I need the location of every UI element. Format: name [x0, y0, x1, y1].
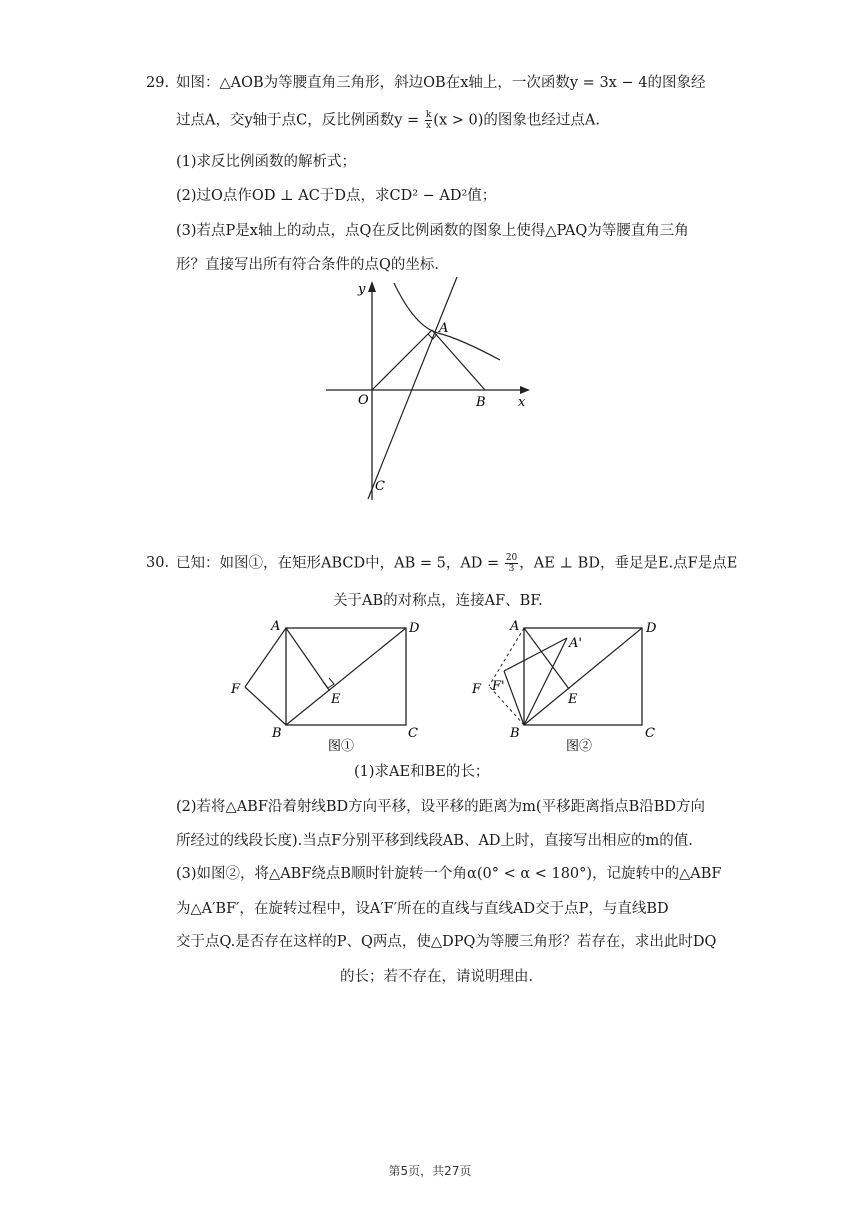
q29-line2-post: (x > 0)的图象也经过点A. — [433, 112, 600, 129]
diagonal-bd — [286, 628, 406, 725]
label-d: D — [646, 621, 657, 636]
label-e: E — [568, 692, 578, 707]
q30-part1: (1)求AE和BE的长； — [354, 764, 490, 780]
q30-line1-post: ，AE ⊥ BD，垂足是E.点F是点E — [519, 555, 738, 572]
label-b: B — [476, 395, 486, 410]
q29-part1: (1)求反比例函数的解析式； — [176, 154, 357, 170]
label-a-prime: A' — [569, 636, 582, 651]
q29-part2: (2)过O点作OD ⊥ AC于D点，求CD² − AD²值； — [176, 188, 497, 204]
segment-ae — [286, 628, 329, 690]
figure-2-caption: 图② — [566, 739, 593, 754]
label-b: B — [272, 726, 282, 741]
q29-part3-line1: (3)若点P是x轴上的动点，点Q在反比例函数的图象上使得△PAQ为等腰直角三角 — [176, 223, 689, 239]
segment-af — [245, 628, 286, 687]
q30-part2-line1: (2)若将△ABF沿着射线BD方向平移，设平移的距离为m(平移距离指点B沿BD方向 — [176, 799, 705, 815]
question-30-number: 30. — [146, 555, 170, 571]
q29-fraction-k-over-x: $\frac{k}{x}$ — [425, 110, 432, 131]
y-axis-arrow-icon — [368, 281, 376, 292]
q30-part3-line4: 的长；若不存在，请说明理由. — [340, 969, 534, 985]
q29-line2 — [176, 110, 600, 131]
q29-part3-line2: 形？直接写出所有符合条件的点Q的坐标. — [176, 257, 439, 273]
label-b: B — [510, 726, 520, 741]
label-o: O — [358, 393, 369, 408]
label-a: A — [439, 321, 449, 336]
segment-bf-prime — [504, 671, 524, 725]
q30-line1 — [176, 553, 737, 574]
diagonal-bd — [524, 628, 642, 725]
x-axis-arrow-icon — [520, 386, 530, 394]
segment-ab — [432, 330, 485, 390]
label-c: C — [375, 479, 385, 494]
label-x: x — [518, 395, 526, 410]
q30-line2: 关于AB的对称点，连接AF、BF. — [333, 593, 543, 609]
q30-part3-line2: 为△A′BF′，在旋转过程中，设A′F′所在的直线与直线AD交于点P，与直线BD — [176, 901, 669, 917]
label-d: D — [409, 621, 420, 636]
label-a: A — [271, 619, 281, 634]
q30-figure-1 — [225, 614, 425, 754]
question-29-number: 29. — [146, 75, 170, 91]
page-footer: 第5页，共27页 — [388, 1164, 472, 1178]
label-f: F — [231, 682, 241, 697]
segment-ba-prime — [524, 638, 567, 725]
label-f: F — [472, 682, 482, 697]
label-a: A — [510, 619, 520, 634]
segment-oa — [372, 330, 432, 390]
q30-line1-pre: 已知：如图①，在矩形ABCD中，AB = 5，AD = — [176, 555, 504, 572]
label-y: y — [358, 282, 366, 297]
line-through-a-and-c — [368, 277, 457, 499]
label-c: C — [645, 726, 655, 741]
q29-line1: 如图：△AOB为等腰直角三角形，斜边OB在x轴上，一次函数y = 3x − 4的图象经 — [176, 75, 706, 91]
segment-bf — [245, 687, 286, 725]
figure-1-caption: 图① — [328, 739, 355, 754]
label-f-prime: F' — [492, 679, 505, 694]
q29-line2-pre: 过点A，交y轴于点C，反比例函数y = — [176, 112, 424, 129]
label-c: C — [408, 726, 418, 741]
q30-figure-2 — [462, 614, 672, 754]
label-e: E — [331, 692, 341, 707]
q30-part3-line1: (3)如图②，将△ABF绕点B顺时针旋转一个角α(0° < α < 180°)，记旋转中的△ABF — [176, 866, 722, 882]
q30-part2-line2: 所经过的线段长度).当点F分别平移到线段AB、AD上时，直接写出相应的m的值. — [176, 833, 693, 849]
q30-fraction-20-over-3: $\frac{20}{3}$ — [505, 553, 518, 574]
q30-part3-line3: 交于点Q.是否存在这样的P、Q两点，使△DPQ为等腰三角形？若存在，求出此时DQ — [176, 934, 717, 950]
q29-coordinate-figure — [320, 275, 540, 510]
